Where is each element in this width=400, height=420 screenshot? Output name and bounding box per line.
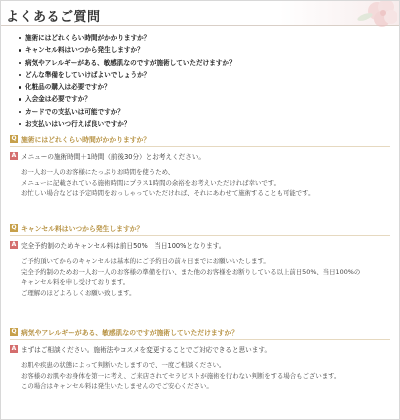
answer-badge: A (11, 345, 17, 352)
answer-detail-line: お忙しい場合などは予定時間をおっしゃっていただければ、それにあわせて施術することも可能です。 (21, 189, 315, 198)
faq-entry (10, 327, 390, 396)
answer-detail-line: ご予約頂いてからのキャンセルは基本的にご予約日の前々日までにお願いいたします。 (21, 257, 270, 265)
faq-link-item[interactable]: 施術にはどれくらい時間がかかりますか？ (19, 32, 399, 44)
question-badge: Q (11, 224, 17, 231)
answer-detail-line: お肌や疾患の状態によって判断いたしますので、一度ご相談ください。 (21, 361, 226, 369)
faq-link-item[interactable]: お支払いはいつ行えば良いですか？ (19, 118, 399, 130)
answer-detail-line: お客様のお肌やお身体を第一に考え、ご来店されてセラピストが施術を行わない判断をする場合もございます。 (21, 371, 341, 380)
question-text: 病気やアレルギーがある、敏感肌なのですが施術していただけますか？ (21, 329, 239, 337)
answer-detail-line: ご理解のほどよろしくお願い致します。 (21, 288, 136, 297)
question-row (10, 134, 390, 144)
faq-question-list (1, 32, 399, 130)
question-badge: Q (11, 328, 17, 335)
answer-detail-line: キャンセル料を申し受けております。 (21, 278, 130, 287)
faq-entry (10, 134, 390, 203)
question-row (10, 223, 390, 233)
answer-text: まずはご相談ください。施術法やコスメを変更することでご対応できると思います。 (21, 346, 272, 354)
question-row (10, 327, 390, 337)
answer-text: メニューの施術時間＋1時間（前後30分）とお考えください。 (21, 153, 206, 161)
question-divider (10, 235, 390, 236)
faq-entry (10, 223, 390, 302)
answer-detail-line: メニューに記載されている施術時間にプラス1時間の余裕をお考えいただければ幸いです。 (21, 178, 280, 187)
answer-detail-line: 完全予約制のためお一人お一人のお客様の準備を行い、また他のお客様をお断りしている以上前日50%、当日100%の (21, 267, 361, 276)
faq-link-item[interactable]: キャンセル料はいつから発生しますか？ (19, 44, 399, 56)
question-text: 施術にはどれくらい時間がかかりますか？ (21, 136, 151, 144)
faq-link-item[interactable]: 病気やアレルギーがある、敏感肌なのですが施術していただけますか？ (19, 57, 399, 69)
faq-link-item[interactable]: どんな準備をしていけばよいでしょうか？ (19, 69, 399, 81)
question-text: キャンセル料はいつから発生しますか？ (21, 225, 144, 233)
answer-row (10, 344, 390, 354)
answer-detail (21, 361, 390, 392)
question-badge: Q (11, 135, 17, 142)
page-header (1, 1, 399, 26)
answer-detail (21, 168, 390, 199)
answer-detail-line: お一人お一人のお客様にたっぷりお時間を使うため、 (21, 168, 175, 176)
answer-text: 完全予約制のためキャンセル料は前日50% 当日100%となります。 (21, 242, 226, 250)
answer-row (10, 151, 390, 161)
answer-detail (21, 257, 390, 298)
flower-decoration-icon (341, 0, 397, 35)
answer-badge: A (11, 241, 17, 248)
faq-link-item[interactable]: 化粧品の購入は必要ですか？ (19, 81, 399, 93)
question-divider (10, 146, 390, 147)
faq-link-item[interactable]: 入会金は必要ですか？ (19, 93, 399, 105)
answer-detail-line: この場合はキャンセル料は発生いたしませんのでご安心ください。 (21, 382, 213, 391)
page-title: よくあるご質問 (6, 10, 101, 25)
question-divider (10, 339, 390, 340)
answer-row (10, 240, 390, 250)
faq-link-item[interactable]: カードでの支払いは可能ですか？ (19, 106, 399, 118)
answer-badge: A (11, 152, 17, 159)
